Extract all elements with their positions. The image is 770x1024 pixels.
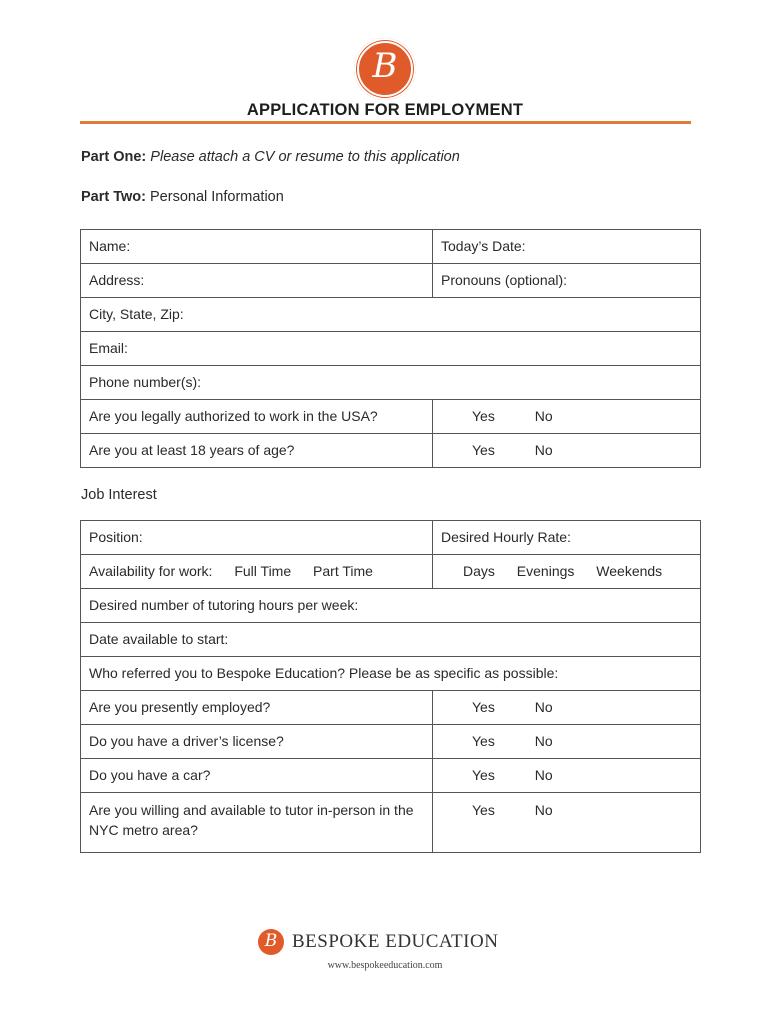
age-question: Are you at least 18 years of age? <box>81 434 433 468</box>
availability-label: Availability for work: <box>89 563 213 579</box>
authorized-yes-option[interactable]: Yes <box>472 408 495 424</box>
start-date-field[interactable]: Date available to start: <box>81 623 701 657</box>
employed-options <box>433 691 701 725</box>
license-yes-option[interactable]: Yes <box>472 733 495 749</box>
footer-logo-icon <box>258 929 284 955</box>
license-no-option[interactable]: No <box>534 733 553 749</box>
table-row <box>81 366 701 400</box>
in-person-no-option[interactable]: No <box>534 802 553 818</box>
evenings-option[interactable]: Evenings <box>516 563 575 579</box>
table-row <box>81 298 701 332</box>
table-row <box>81 434 701 468</box>
logo-letter: B <box>372 46 398 86</box>
age-options <box>433 434 701 468</box>
part-one-line <box>81 149 460 165</box>
part-one-text: Please attach a CV or resume to this application <box>150 149 460 165</box>
license-options <box>433 725 701 759</box>
part-one-label: Part One: <box>81 149 147 165</box>
car-yes-option[interactable]: Yes <box>472 767 495 783</box>
footer-url[interactable]: www.bespokeeducation.com <box>327 960 443 971</box>
table-row <box>81 725 701 759</box>
job-interest-heading: Job Interest <box>81 487 157 503</box>
position-field[interactable]: Position: <box>81 521 433 555</box>
city-state-zip-field[interactable]: City, State, Zip: <box>81 298 701 332</box>
full-time-option[interactable]: Full Time <box>234 563 292 579</box>
name-field[interactable]: Name: <box>81 230 433 264</box>
employed-question: Are you presently employed? <box>81 691 433 725</box>
table-row <box>81 332 701 366</box>
weekends-option[interactable]: Weekends <box>596 563 663 579</box>
authorized-no-option[interactable]: No <box>534 408 553 424</box>
hourly-rate-field[interactable]: Desired Hourly Rate: <box>433 521 701 555</box>
car-question: Do you have a car? <box>81 759 433 793</box>
schedule-options <box>433 555 701 589</box>
page-title: APPLICATION FOR EMPLOYMENT <box>246 101 524 119</box>
address-field[interactable]: Address: <box>81 264 433 298</box>
todays-date-field[interactable]: Today’s Date: <box>433 230 701 264</box>
title-divider <box>80 121 691 124</box>
pronouns-field[interactable]: Pronouns (optional): <box>433 264 701 298</box>
days-option[interactable]: Days <box>463 563 495 579</box>
part-two-text: Personal Information <box>150 189 284 205</box>
table-row <box>81 759 701 793</box>
authorized-options <box>433 400 701 434</box>
availability-row <box>81 555 433 589</box>
table-row <box>81 623 701 657</box>
part-time-option[interactable]: Part Time <box>313 563 373 579</box>
employed-yes-option[interactable]: Yes <box>472 699 495 715</box>
logo-b-icon <box>354 38 416 100</box>
table-row <box>81 691 701 725</box>
employed-no-option[interactable]: No <box>534 699 553 715</box>
car-options <box>433 759 701 793</box>
referral-field[interactable]: Who referred you to Bespoke Education? Please be as specific as possible: <box>81 657 701 691</box>
in-person-options <box>433 793 701 853</box>
license-question: Do you have a driver’s license? <box>81 725 433 759</box>
table-row <box>81 793 701 853</box>
table-row <box>81 555 701 589</box>
job-interest-table <box>80 520 701 853</box>
in-person-yes-option[interactable]: Yes <box>472 802 495 818</box>
personal-info-table <box>80 229 701 468</box>
age-yes-option[interactable]: Yes <box>472 442 495 458</box>
part-two-line <box>81 189 284 205</box>
tutoring-hours-field[interactable]: Desired number of tutoring hours per week: <box>81 589 701 623</box>
phone-field[interactable]: Phone number(s): <box>81 366 701 400</box>
footer-brand-name: BESPOKE EDUCATION <box>292 931 499 952</box>
footer-logo-letter: B <box>264 931 278 951</box>
email-field[interactable]: Email: <box>81 332 701 366</box>
table-row <box>81 230 701 264</box>
table-row <box>81 264 701 298</box>
table-row <box>81 657 701 691</box>
table-row <box>81 589 701 623</box>
part-two-label: Part Two: <box>81 189 146 205</box>
car-no-option[interactable]: No <box>534 767 553 783</box>
authorized-question: Are you legally authorized to work in the USA? <box>81 400 433 434</box>
in-person-question: Are you willing and available to tutor in-person in the NYC metro area? <box>81 793 433 853</box>
table-row <box>81 521 701 555</box>
table-row <box>81 400 701 434</box>
age-no-option[interactable]: No <box>534 442 553 458</box>
